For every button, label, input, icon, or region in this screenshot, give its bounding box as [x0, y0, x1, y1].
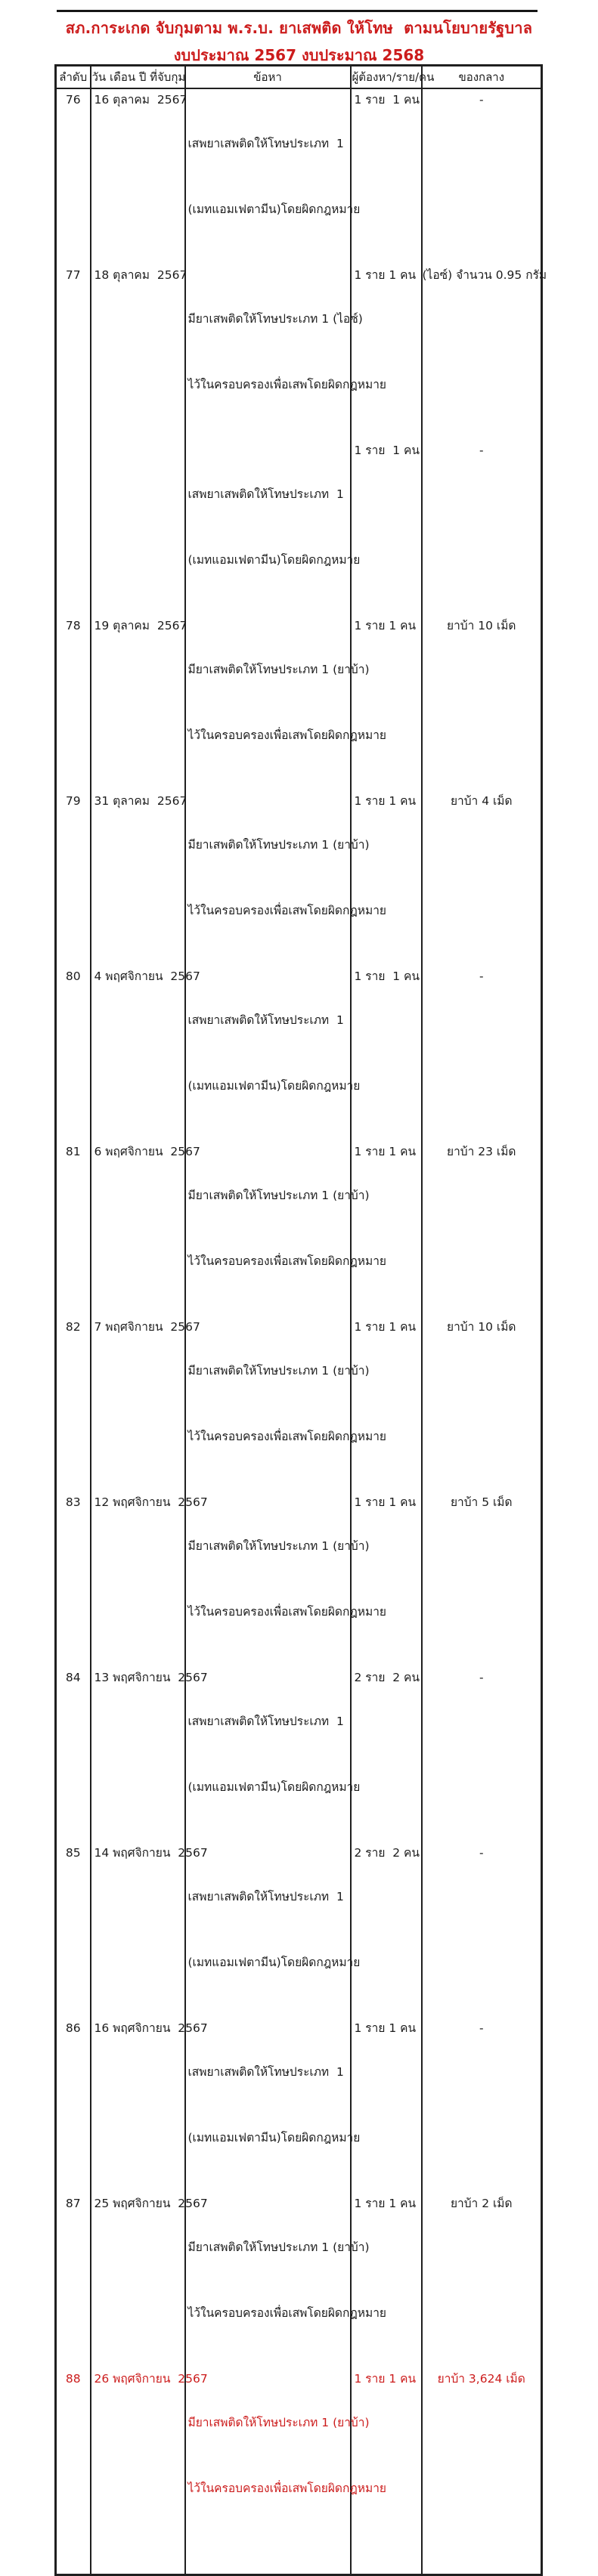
cell-suspects: 1 ราย 1 คน [351, 1492, 422, 1667]
charge-line-2: (เมทแอมเฟตามีน)โดยผิดกฎหมาย [187, 202, 361, 216]
cell-charge [185, 1842, 361, 2018]
cell-date: 19 ตุลาคม 2567 [91, 615, 185, 790]
cell-evidence: ยาบ้า 5 เม็ด [422, 1492, 542, 1667]
table-row [56, 790, 542, 966]
charge-line-2: ไว้ในครอบครองเพื่อเสพโดยผิดกฎหมาย [187, 1254, 387, 1268]
cell-no: 80 [56, 966, 91, 1141]
cell-charge [185, 88, 361, 264]
table-row [56, 88, 542, 264]
cell-evidence: - [422, 440, 542, 615]
cell-suspects: 2 ราย 2 คน [351, 1667, 422, 1842]
cell-no: 83 [56, 1492, 91, 1667]
header-row [56, 66, 542, 88]
cell-date: 18 ตุลาคม 2567 [91, 264, 185, 440]
cell-evidence: (ไอซ์) จำนวน 0.95 กรัม [422, 264, 542, 440]
cell-no: 81 [56, 1141, 91, 1316]
table-row [56, 1667, 542, 1842]
charge-line-1: เสพยาเสพติดให้โทษประเภท 1 [187, 136, 344, 150]
charge-line-1: เสพยาเสพติดให้โทษประเภท 1 [187, 1889, 344, 1903]
cell-suspects: 1 ราย 1 คน [351, 1316, 422, 1492]
cell-no: 86 [56, 2018, 91, 2193]
cell-evidence: - [422, 1667, 542, 1842]
cell-date: 4 พฤศจิกายน 2567 [91, 966, 185, 1141]
cell-empty [56, 2544, 91, 2575]
top-horizontal-rule [57, 10, 538, 12]
cell-evidence: - [422, 1842, 542, 2018]
cell-suspects: 1 ราย 1 คน [351, 88, 422, 264]
cell-charge [185, 966, 361, 1141]
charge-line-2: ไว้ในครอบครองเพื่อเสพโดยผิดกฎหมาย [187, 1604, 387, 1619]
cell-date: 16 พฤศจิกายน 2567 [91, 2018, 185, 2193]
header-charge: ข้อหา [185, 66, 351, 88]
cell-evidence: - [422, 2018, 542, 2193]
cell-no: 88 [56, 2368, 91, 2544]
charge-line-1: เสพยาเสพติดให้โทษประเภท 1 [187, 1714, 344, 1728]
table-row [56, 2018, 542, 2193]
cell-date [91, 440, 185, 615]
charge-line-1: มียาเสพติดให้โทษประเภท 1 (ไอซ์) [187, 311, 363, 326]
cell-suspects: 1 ราย 1 คน [351, 966, 422, 1141]
cell-no [56, 440, 91, 615]
cell-date: 31 ตุลาคม 2567 [91, 790, 185, 966]
header-date: วัน เดือน ปี ที่จับกุม [91, 66, 185, 88]
cell-no: 84 [56, 1667, 91, 1842]
charge-line-1: มียาเสพติดให้โทษประเภท 1 (ยาบ้า) [187, 837, 370, 852]
table-row-empty-filler [56, 2544, 542, 2575]
charge-line-1: เสพยาเสพติดให้โทษประเภท 1 [187, 1013, 344, 1027]
charge-line-1: มียาเสพติดให้โทษประเภท 1 (ยาบ้า) [187, 662, 370, 676]
table-row [56, 615, 542, 790]
cell-suspects: 1 ราย 1 คน [351, 2018, 422, 2193]
charge-line-1: มียาเสพติดให้โทษประเภท 1 (ยาบ้า) [187, 2415, 370, 2429]
charge-line-2: (เมทแอมเฟตามีน)โดยผิดกฎหมาย [187, 1955, 361, 1969]
charge-line-2: (เมทแอมเฟตามีน)โดยผิดกฎหมาย [187, 552, 361, 567]
cell-no: 79 [56, 790, 91, 966]
cell-suspects: 1 ราย 1 คน [351, 264, 422, 440]
cell-empty [351, 2544, 422, 2575]
cell-evidence: ยาบ้า 23 เม็ด [422, 1141, 542, 1316]
charge-line-2: (เมทแอมเฟตามีน)โดยผิดกฎหมาย [187, 1780, 361, 1794]
charge-line-2: ไว้ในครอบครองเพื่อเสพโดยผิดกฎหมาย [187, 728, 387, 742]
cell-empty [185, 2544, 351, 2575]
table-row [56, 264, 542, 440]
table-row [56, 1141, 542, 1316]
cell-date: 14 พฤศจิกายน 2567 [91, 1842, 185, 2018]
cell-date: 26 พฤศจิกายน 2567 [91, 2368, 185, 2544]
cell-no: 82 [56, 1316, 91, 1492]
table-body [56, 88, 547, 2575]
cell-evidence: ยาบ้า 10 เม็ด [422, 1316, 542, 1492]
cell-suspects: 1 ราย 1 คน [351, 790, 422, 966]
cell-evidence: ยาบ้า 10 เม็ด [422, 615, 542, 790]
cell-date: 12 พฤศจิกายน 2567 [91, 1492, 185, 1667]
charge-line-2: ไว้ในครอบครองเพื่อเสพโดยผิดกฎหมาย [187, 2481, 387, 2495]
cell-empty [91, 2544, 185, 2575]
page-title: สภ.การะเกด จับกุมตาม พ.ร.บ. ยาเสพติด ให้โทษ ตามนโยบายรัฐบาล [65, 19, 533, 37]
page-subtitle: งบประมาณ 2567 งบประมาณ 2568 [173, 46, 425, 64]
cell-evidence: - [422, 88, 542, 264]
charge-line-2: ไว้ในครอบครองเพื่อเสพโดยผิดกฎหมาย [187, 2305, 387, 2320]
charge-line-2: (เมทแอมเฟตามีน)โดยผิดกฎหมาย [187, 2130, 361, 2145]
cell-suspects: 2 ราย 2 คน [351, 1842, 422, 2018]
header-no: ลำดับ [56, 66, 91, 88]
charge-line-1: มียาเสพติดให้โทษประเภท 1 (ยาบ้า) [187, 1363, 370, 1378]
charge-line-2: ไว้ในครอบครองเพื่อเสพโดยผิดกฎหมาย [187, 1429, 387, 1443]
charge-line-2: ไว้ในครอบครองเพื่อเสพโดยผิดกฎหมาย [187, 377, 387, 391]
cell-date: 7 พฤศจิกายน 2567 [91, 1316, 185, 1492]
cell-no: 76 [56, 88, 91, 264]
table-header [56, 66, 542, 88]
cell-charge [185, 440, 361, 615]
table-row [56, 1842, 542, 2018]
cell-no: 85 [56, 1842, 91, 2018]
cell-charge [185, 2018, 361, 2193]
cell-charge [185, 1667, 361, 1842]
arrest-records-table [54, 64, 547, 2576]
header-evidence: ของกลาง [422, 66, 542, 88]
table-row [56, 966, 542, 1141]
cell-no: 78 [56, 615, 91, 790]
charge-line-1: มียาเสพติดให้โทษประเภท 1 (ยาบ้า) [187, 1188, 370, 1202]
charge-line-1: มียาเสพติดให้โทษประเภท 1 (ยาบ้า) [187, 2240, 370, 2254]
cell-evidence: - [422, 966, 542, 1141]
charge-line-1: มียาเสพติดให้โทษประเภท 1 (ยาบ้า) [187, 1538, 370, 1553]
cell-suspects: 1 ราย 1 คน [351, 2368, 422, 2544]
cell-date: 13 พฤศจิกายน 2567 [91, 1667, 185, 1842]
cell-date: 25 พฤศจิกายน 2567 [91, 2193, 185, 2368]
table-row-highlighted [56, 2368, 542, 2544]
table-row [56, 2193, 542, 2368]
cell-suspects: 1 ราย 1 คน [351, 2193, 422, 2368]
cell-evidence: ยาบ้า 2 เม็ด [422, 2193, 542, 2368]
table-row [56, 1316, 542, 1492]
charge-line-2: ไว้ในครอบครองเพื่อเสพโดยผิดกฎหมาย [187, 903, 387, 917]
table-row [56, 1492, 542, 1667]
cell-empty [422, 2544, 542, 2575]
cell-no: 87 [56, 2193, 91, 2368]
cell-no: 77 [56, 264, 91, 440]
cell-evidence: ยาบ้า 3,624 เม็ด [422, 2368, 542, 2544]
cell-suspects: 1 ราย 1 คน [351, 440, 422, 615]
charge-line-1: เสพยาเสพติดให้โทษประเภท 1 [187, 2064, 344, 2079]
charge-line-1: เสพยาเสพติดให้โทษประเภท 1 [187, 487, 344, 501]
cell-suspects: 1 ราย 1 คน [351, 1141, 422, 1316]
charge-line-2: (เมทแอมเฟตามีน)โดยผิดกฎหมาย [187, 1078, 361, 1093]
cell-date: 6 พฤศจิกายน 2567 [91, 1141, 185, 1316]
header-suspects: ผู้ต้องหา/ราย/คน [351, 66, 422, 88]
table-row [56, 440, 542, 615]
cell-suspects: 1 ราย 1 คน [351, 615, 422, 790]
cell-evidence: ยาบ้า 4 เม็ด [422, 790, 542, 966]
cell-date: 16 ตุลาคม 2567 [91, 88, 185, 264]
